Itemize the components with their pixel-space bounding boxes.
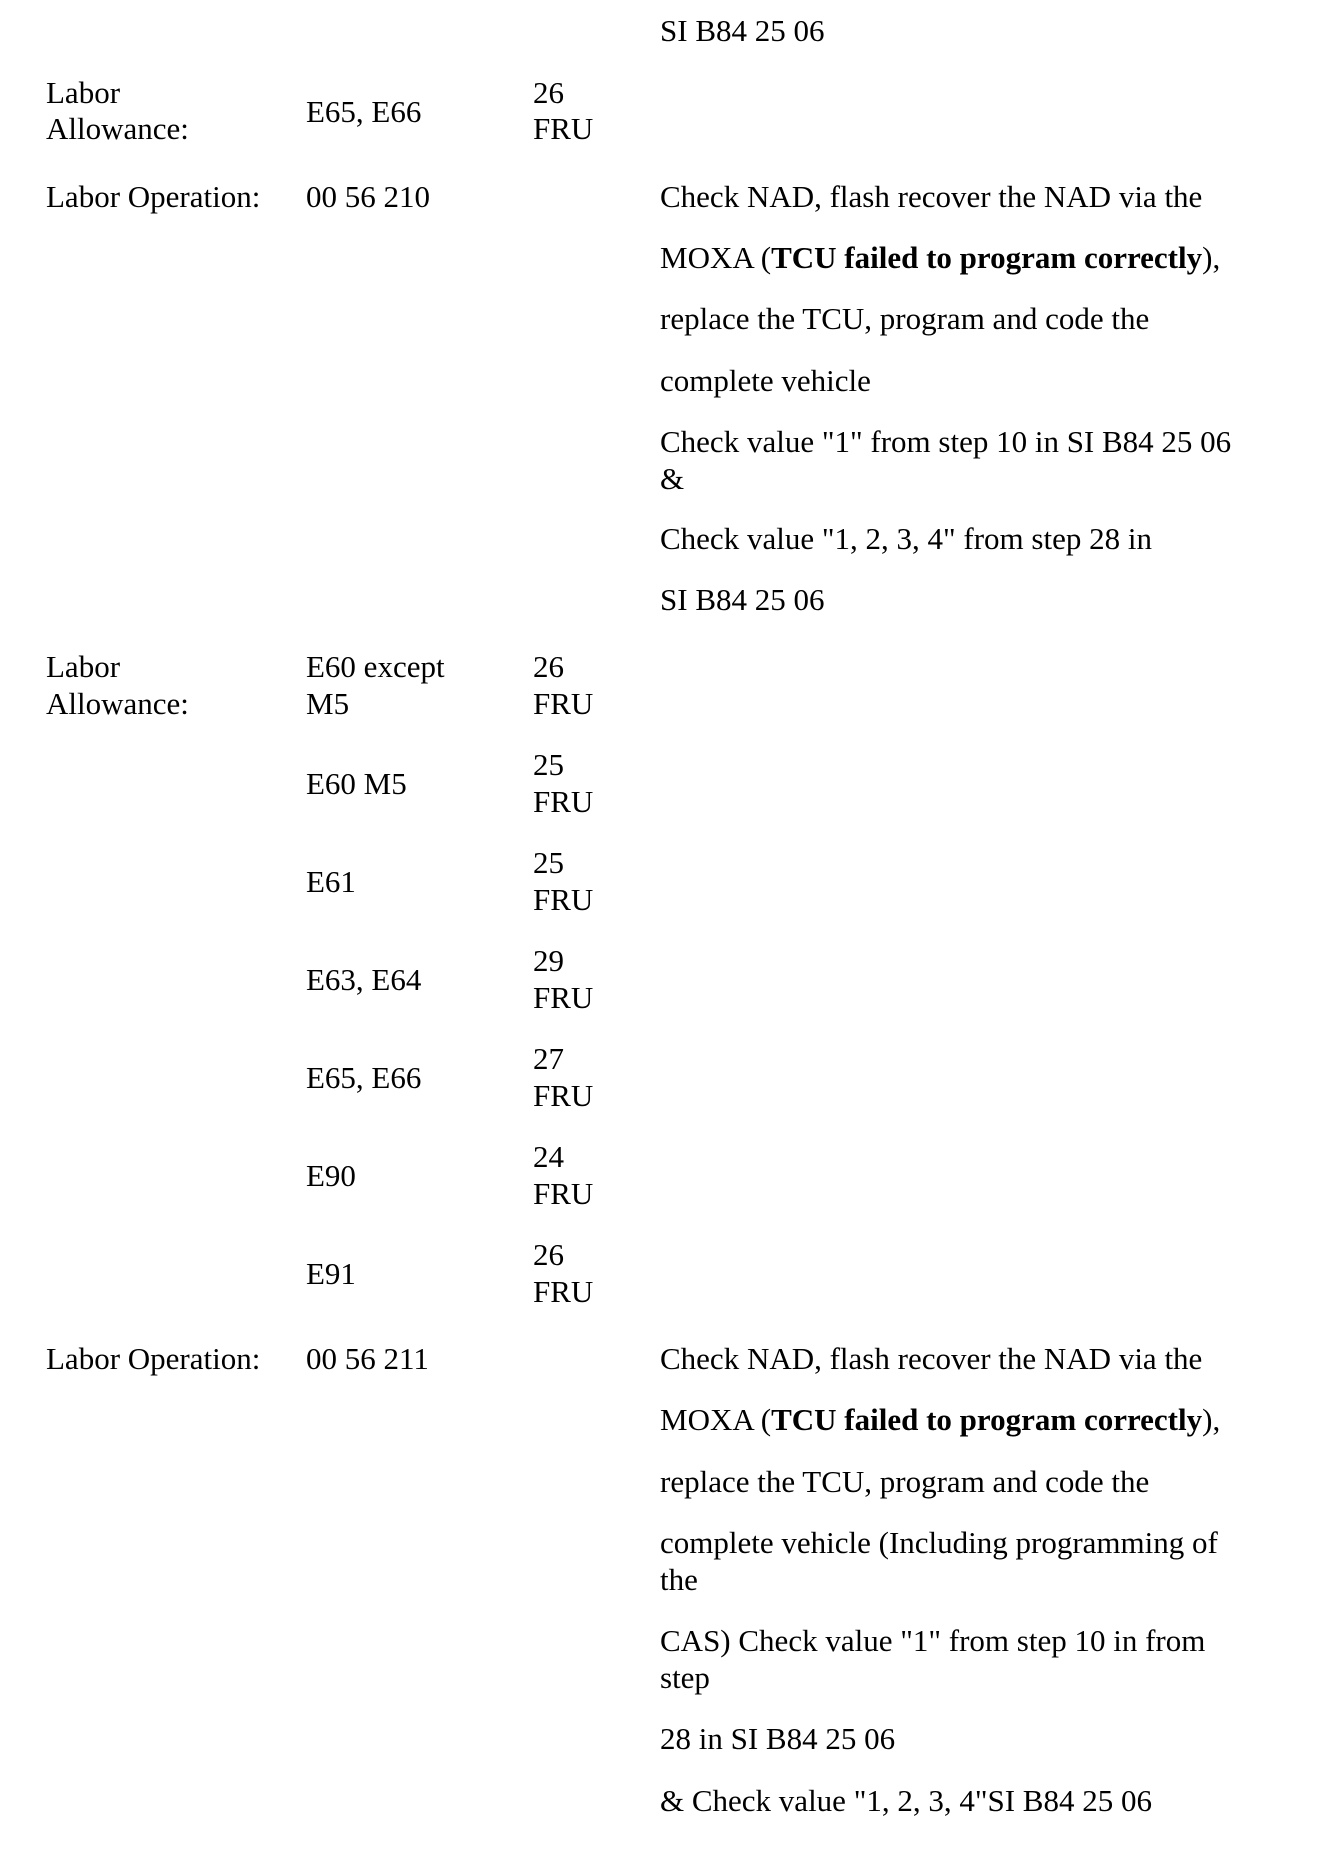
fru-value: 26 xyxy=(533,1237,564,1272)
description-line: Check NAD, flash recover the NAD via the xyxy=(660,179,1203,214)
model-code: M5 xyxy=(306,686,350,721)
description-line: step xyxy=(660,1660,710,1695)
description-line: SI B84 25 06 xyxy=(660,582,825,617)
labor-allowance-label-line1: Labor xyxy=(46,75,121,110)
model-code: E65, E66 xyxy=(306,94,422,129)
description-line: Check value "1, 2, 3, 4" from step 28 in xyxy=(660,521,1152,556)
description-line: CAS) Check value "1" from step 10 in from xyxy=(660,1623,1206,1658)
labor-operation-label: Labor Operation: xyxy=(46,179,261,214)
fru-value: 29 xyxy=(533,943,564,978)
fru-unit: FRU xyxy=(533,111,594,146)
description-line: the xyxy=(660,1562,698,1597)
fru-unit: FRU xyxy=(533,1274,594,1309)
description-line: 28 in SI B84 25 06 xyxy=(660,1721,896,1756)
model-code: E60 M5 xyxy=(306,766,407,801)
labor-operation-code: 00 56 210 xyxy=(306,179,430,214)
model-code: E90 xyxy=(306,1158,356,1193)
fru-unit: FRU xyxy=(533,784,594,819)
description-line: & Check value "1, 2, 3, 4"SI B84 25 06 xyxy=(660,1783,1152,1818)
fru-value: 27 xyxy=(533,1041,564,1076)
description-line: complete vehicle (Including programming of xyxy=(660,1525,1218,1560)
model-code: E91 xyxy=(306,1256,356,1291)
fru-value: 25 xyxy=(533,747,564,782)
fru-value: 26 xyxy=(533,75,564,110)
labor-operation-code: 00 56 211 xyxy=(306,1341,429,1376)
top-reference: SI B84 25 06 xyxy=(660,13,825,48)
model-code: E61 xyxy=(306,864,356,899)
description-line: MOXA (TCU failed to program correctly), xyxy=(660,1402,1221,1437)
labor-allowance-label-line2: Allowance: xyxy=(46,686,189,721)
description-line: replace the TCU, program and code the xyxy=(660,301,1150,336)
fru-unit: FRU xyxy=(533,882,594,917)
description-line: Check NAD, flash recover the NAD via the xyxy=(660,1341,1203,1376)
description-line: MOXA (TCU failed to program correctly), xyxy=(660,240,1221,275)
model-code: E65, E66 xyxy=(306,1060,422,1095)
fru-unit: FRU xyxy=(533,686,594,721)
description-line: & xyxy=(660,461,685,496)
description-line: Check value "1" from step 10 in SI B84 25 06 xyxy=(660,424,1232,459)
description-line: complete vehicle xyxy=(660,363,871,398)
model-code: E60 except xyxy=(306,649,445,684)
fru-value: 26 xyxy=(533,649,564,684)
fru-unit: FRU xyxy=(533,1176,594,1211)
fru-value: 24 xyxy=(533,1139,564,1174)
fru-value: 25 xyxy=(533,845,564,880)
labor-allowance-label-line1: Labor xyxy=(46,649,121,684)
fru-unit: FRU xyxy=(533,1078,594,1113)
labor-allowance-label-line2: Allowance: xyxy=(46,111,189,146)
labor-operation-label: Labor Operation: xyxy=(46,1341,261,1376)
description-line: replace the TCU, program and code the xyxy=(660,1464,1150,1499)
model-code: E63, E64 xyxy=(306,962,422,997)
fru-unit: FRU xyxy=(533,980,594,1015)
